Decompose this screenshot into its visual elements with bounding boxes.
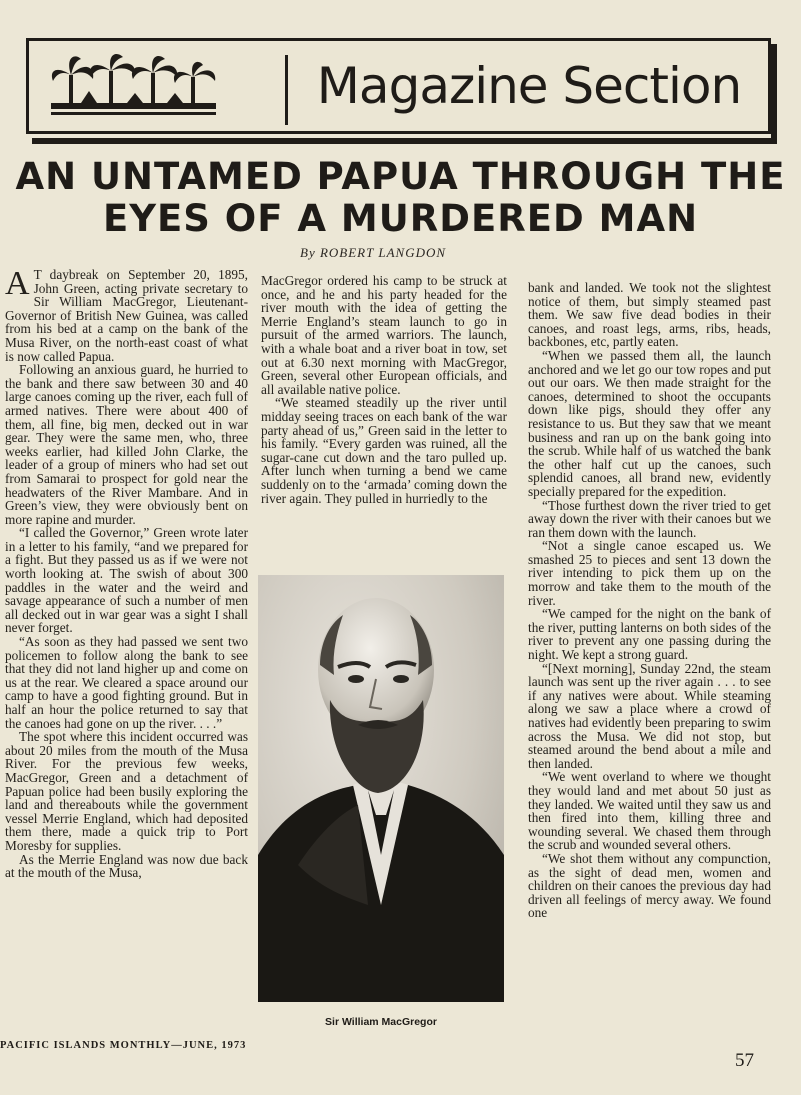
article-headline: AN UNTAMED PAPUA THROUGH THE EYES OF A MURDERED MAN [15, 155, 786, 240]
column-2-paragraph: “We steamed steadily up the river until midday seeing traces on each bank of the war party ahead of us,” Green said in the letter to his family. “Every garden was ruined, all the sugar-cane cut down and the taro pulled up. After lunch when turning a bend we came suddenly on to the ‘armada’ coming down the river again. They pulled in hurriedly to the [261, 395, 507, 506]
column-1-paragraph: The spot where this incident occurred was about 20 miles from the mouth of the Musa River. For the previous few weeks, MacGregor, Green and a detachment of Papuan police had been busily exploring the land and thereabouts while the government vessel Merrie England, which had deposited them there, made a quick trip to Port Moresby for supplies. [5, 729, 248, 853]
column-3-paragraph: “We went overland to where we thought they would land and met about 50 just as they landed. We waited until they saw us and then fired into them, killing three and wounding several. We chased them through the scrub and wounded several others. [528, 769, 771, 853]
publication-footer: PACIFIC ISLANDS MONTHLY—JUNE, 1973 [0, 1040, 247, 1051]
article-byline: By ROBERT LANGDON [300, 245, 447, 260]
column-1-paragraph: “As soon as they had passed we sent two policemen to follow along the bank to see that they did not land higher up and come on us at the rear. We cleared a space around our camp to have a good fighting ground. But in half an hour the police returned to say that the canoes had gone on up the river. . . .” [5, 634, 248, 731]
column-1-paragraph: As the Merrie England was now due back at the mouth of the Musa, [5, 851, 248, 881]
column-2-paragraph: MacGregor ordered his camp to be struck at once, and he and his party headed for the river mouth with the idea of getting the Merrie England’s steam launch to go in pursuit of the armed warriors. The launch, with a whale boat and a river boat in tow, set out at 6.30 next morning with MacGregor, Green, several other European officials, and all available native police. [261, 273, 507, 397]
drop-cap: A [5, 265, 30, 302]
section-title: Magazine Section [316, 57, 742, 115]
article-column-2 [261, 274, 507, 505]
masthead-banner [26, 38, 771, 134]
column-3-paragraph: “When we passed them all, the launch anchored and we let go our tow ropes and put out our oars. We then made straight for the canoes, determined to shoot the occupants down like pigs, should they offer any resistance to us. But they saw that we meant business and ran up on the bank going into the scrub. While half of us watched the bank the other half cut up the canoes, such splendid canoes, all brand new, evidently specially prepared for the expedition. [528, 347, 771, 499]
column-1-paragraph [5, 265, 248, 364]
page-number: 57 [735, 1050, 754, 1071]
column-3-paragraph: “We camped for the night on the bank of the river, putting lanterns on both sides of the river to prevent any one passing during the night. We kept a strong guard. [528, 606, 771, 663]
article-column-3 [528, 281, 771, 920]
masthead-divider [285, 55, 288, 125]
column-1-paragraph: Following an anxious guard, he hurried to the bank and there saw between 30 and 40 large canoes coming up the river, each full of armed natives. There were about 400 of them, all fine, big men, decked out in war gear. They were the same men, who, three weeks earlier, had killed John Clarke, the leader of a group of miners who had set out from Samarai to prospect for gold near the headwaters of the River Mambare. And in Green’s view, they were obviously bent on more rapine and murder. [5, 362, 248, 527]
photo-caption: Sir William MacGregor [325, 1016, 437, 1028]
column-3-paragraph: “We shot them without any compunction, as the sight of dead men, women and children on their canoes the previous day had driven all feelings of mercy away. We found one [528, 850, 771, 921]
article-column-1 [5, 265, 248, 881]
paragraph-text: T daybreak on September 20, 1895, John Green, acting private secretary to Sir William MacGregor, Lieutenant-Governor of British New Guinea, was called from his bed at a camp on the bank of the Musa River, on the north-east coast of what is now called Papua. [5, 267, 248, 364]
portrait-photo [258, 575, 504, 1002]
column-3-paragraph: “[Next morning], Sunday 22nd, the steam launch was sent up the river again . . . to see if any natives were about. While steaming along we saw a place where a crowd of natives had evidently been preparing to swim across the Musa. We did not stop, but steamed around the bend about a mile and then landed. [528, 660, 771, 771]
palm-trees-logo-icon [51, 51, 216, 123]
column-1-paragraph: “I called the Governor,” Green wrote later in a letter to his family, “and we prepared for a fight. But they passed us as if we were not worth looking at. The swish of about 300 paddles in the water and the weird and savage appearance of such a number of men all decked out in war gear was a sight I shall never forget. [5, 525, 248, 636]
column-3-paragraph: “Not a single canoe escaped us. We smashed 25 to pieces and sent 13 down the river intending to pick them up on the morrow and take them to the mouth of the river. [528, 538, 771, 608]
portrait-illustration [258, 575, 504, 1002]
column-3-paragraph: bank and landed. We took not the slightest notice of them, but simply steamed past them. We saw five dead bodies in their canoes, and roast legs, arms, ribs, heads, backbones, etc, partly eaten. [528, 280, 771, 350]
column-3-paragraph: “Those furthest down the river tried to get away down the river with their canoes but we ran them down with the launch. [528, 497, 771, 540]
